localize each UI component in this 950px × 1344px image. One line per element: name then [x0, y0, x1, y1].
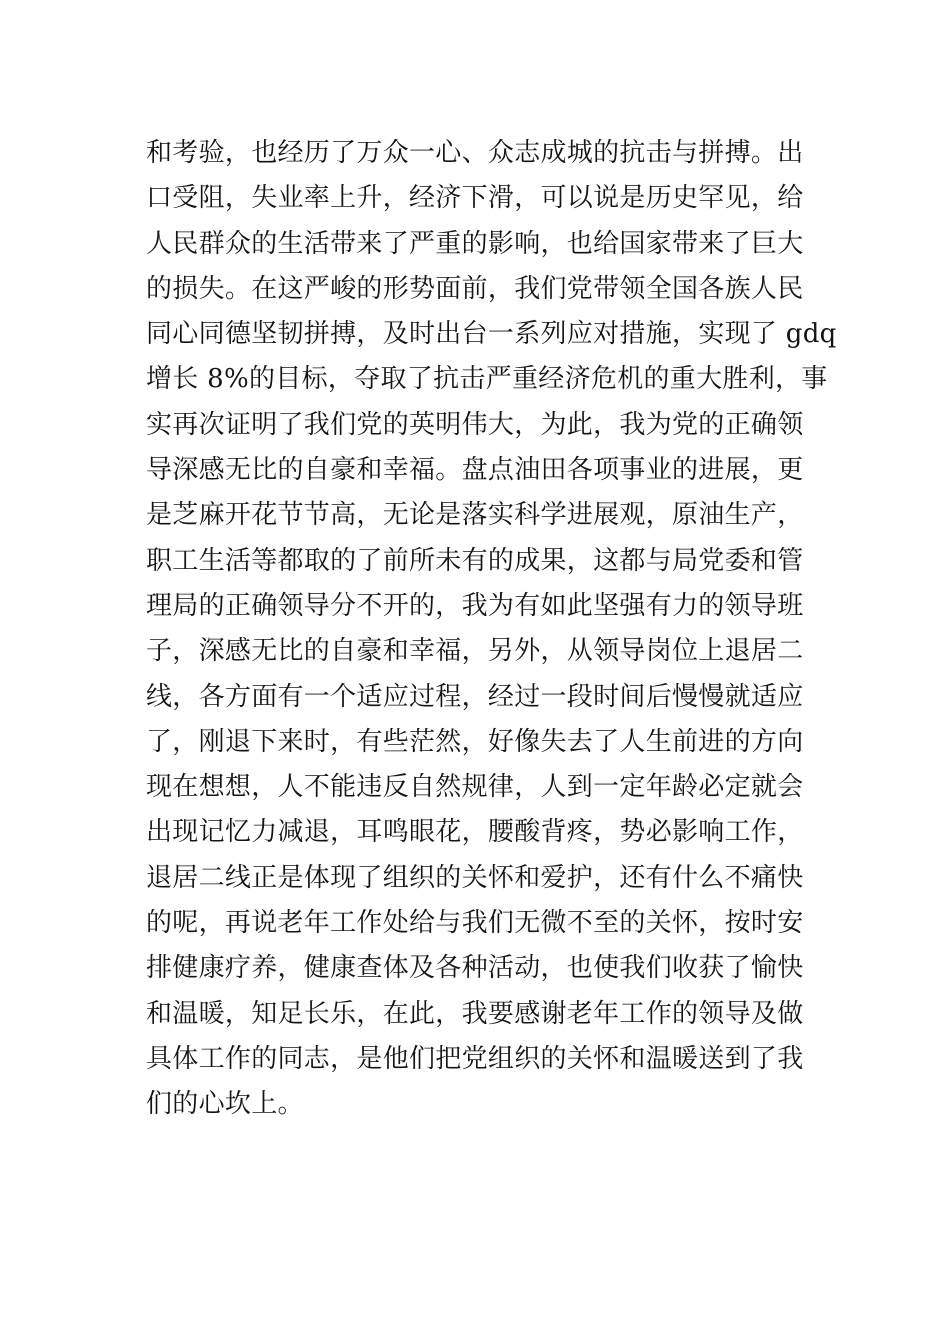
text-line: 同心同德坚韧拼搏，及时出台一系列应对措施，实现了 gdq: [146, 319, 837, 350]
text-line: 排健康疗养，健康查体及各种活动，也使我们收获了愉快: [146, 953, 804, 984]
text-line: 退居二线正是体现了组织的关怀和爱护，还有什么不痛快: [146, 862, 804, 893]
text-line: 口受阻，失业率上升，经济下滑，可以说是历史罕见，给: [146, 183, 804, 214]
body-paragraph: [146, 131, 837, 1128]
text-line: 了，刚退下来时，有些茫然，好像失去了人生前进的方向: [146, 726, 804, 757]
text-line: 人民群众的生活带来了严重的影响，也给国家带来了巨大: [146, 228, 804, 259]
text-line: 和考验，也经历了万众一心、众志成城的抗击与拼搏。出: [146, 138, 804, 168]
text-line: 出现记忆力减退，耳鸣眼花，腰酸背疼，势必影响工作，: [146, 817, 804, 848]
text-line: 现在想想，人不能违反自然规律，人到一定年龄必定就会: [146, 772, 804, 803]
text-line: 们的心坎上。: [146, 1089, 304, 1120]
text-line: 职工生活等都取的了前所未有的成果，这都与局党委和管: [146, 545, 804, 576]
text-line: 实再次证明了我们党的英明伟大，为此，我为党的正确领: [146, 409, 804, 440]
text-line: 增长 8%的目标，夺取了抗击严重经济危机的重大胜利，事: [146, 364, 828, 395]
text-line: 的呢，再说老年工作处给与我们无微不至的关怀，按时安: [146, 908, 804, 939]
text-line: 线，各方面有一个适应过程，经过一段时间后慢慢就适应: [146, 681, 804, 712]
text-line: 和温暖，知足长乐，在此，我要感谢老年工作的领导及做: [146, 998, 804, 1029]
text-line: 是芝麻开花节节高，无论是落实科学进展观，原油生产，: [146, 500, 804, 531]
text-line: 具体工作的同志，是他们把党组织的关怀和温暖送到了我: [146, 1043, 804, 1074]
text-line: 理局的正确领导分不开的，我为有如此坚强有力的领导班: [146, 590, 804, 621]
text-line: 的损失。在这严峻的形势面前，我们党带领全国各族人民: [146, 273, 804, 304]
text-line: 子，深感无比的自豪和幸福，另外，从领导岗位上退居二: [146, 636, 804, 667]
text-line: 导深感无比的自豪和幸福。盘点油田各项事业的进展，更: [146, 455, 804, 486]
